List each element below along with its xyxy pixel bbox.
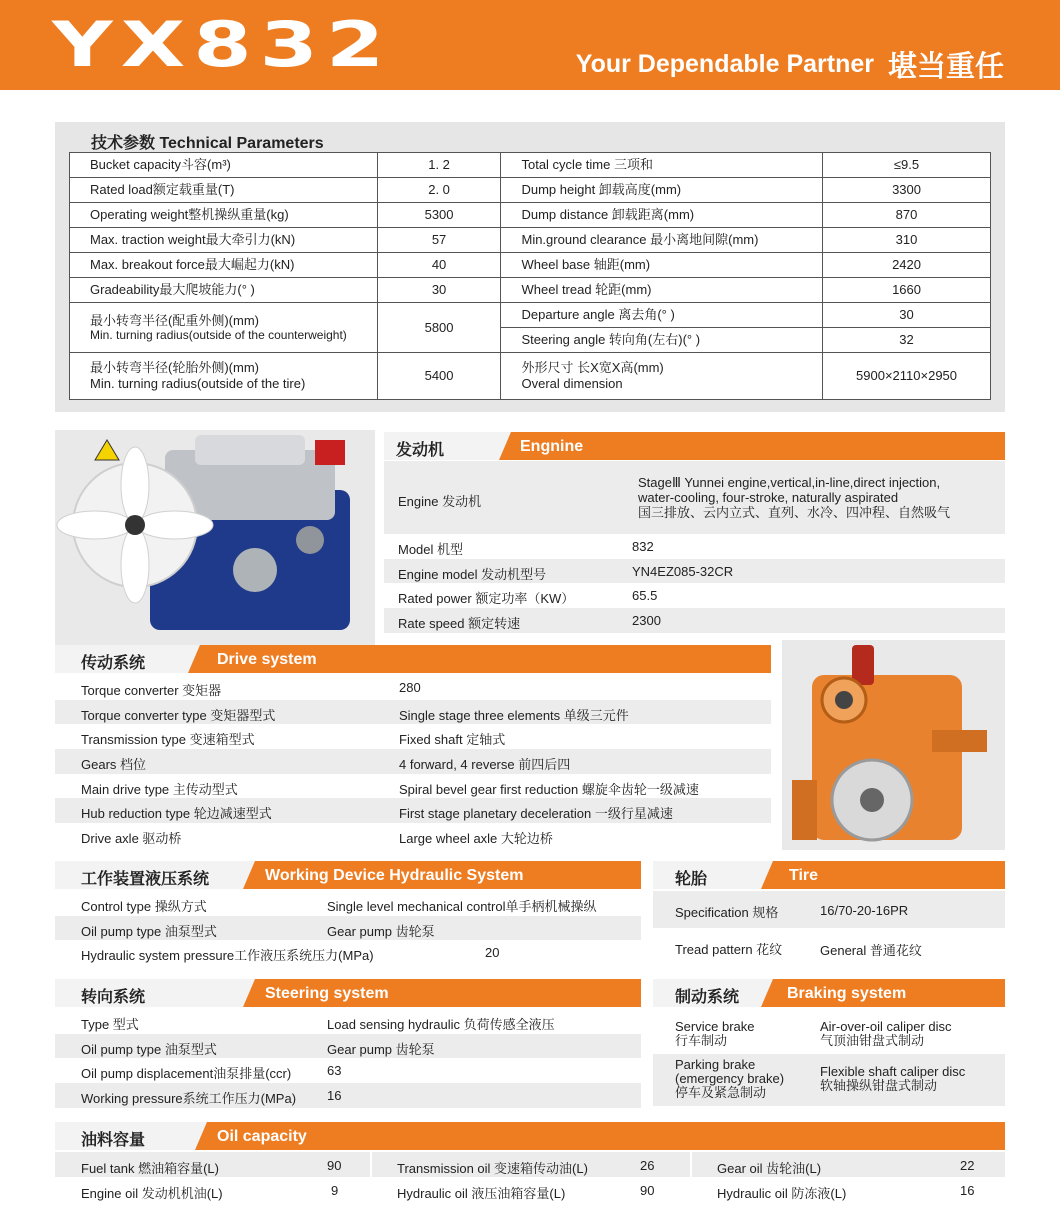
steering-title-cn: 转向系统 bbox=[81, 989, 146, 1006]
params-table bbox=[69, 152, 991, 400]
param-value: 5900×2110×2950 bbox=[823, 353, 991, 400]
param-label: Bucket capacity斗容(m³) bbox=[70, 153, 378, 178]
param-value: ≤9.5 bbox=[823, 153, 991, 178]
spec-value: 9 bbox=[331, 1183, 339, 1198]
list-item bbox=[55, 724, 771, 749]
list-item bbox=[384, 608, 1005, 633]
steering-title-en: Steering system bbox=[265, 985, 389, 1002]
engine-section-header bbox=[384, 432, 1005, 460]
spec-label: Hydraulic oil 防冻液(L) bbox=[717, 1186, 847, 1201]
list-item bbox=[384, 583, 1005, 608]
params-row bbox=[70, 228, 991, 253]
slogan bbox=[576, 44, 1004, 85]
engine-desc-line: water-cooling, four-stroke, naturally aspirated bbox=[638, 490, 899, 505]
oil-divider bbox=[690, 1152, 692, 1202]
oil-row-2 bbox=[55, 1177, 1005, 1202]
engine-desc-line: 国三排放、云内立式、直列、水冷、四冲程、自然吸气 bbox=[638, 505, 951, 520]
param-label: Max. traction weight最大牵引力(kN) bbox=[70, 228, 378, 253]
oil-row-1 bbox=[55, 1152, 1005, 1177]
header-banner bbox=[0, 0, 1060, 90]
gearbox-photo bbox=[782, 640, 1005, 850]
dimension-label-en: Overal dimension bbox=[521, 376, 623, 391]
slogan-cn: 堪当重任 bbox=[887, 51, 1004, 83]
params-row bbox=[70, 153, 991, 178]
spec-value: 832 bbox=[632, 539, 654, 554]
spec-label: Oil pump type 油泵型式 bbox=[81, 1041, 217, 1057]
turn-tire-label-cn: 最小转弯半径(轮胎外侧)(mm) bbox=[90, 360, 259, 376]
spec-value: Load sensing hydraulic 负荷传感全液压 bbox=[327, 1017, 555, 1032]
tire-title-cn: 轮胎 bbox=[675, 871, 708, 888]
spec-value: 26 bbox=[640, 1158, 655, 1173]
engine-title-cn: 发动机 bbox=[396, 442, 445, 459]
spec-label: Fuel tank 燃油箱容量(L) bbox=[81, 1161, 219, 1176]
spec-value: General 普通花纹 bbox=[820, 943, 922, 958]
spec-label: Transmission oil 变速箱传动油(L) bbox=[397, 1161, 588, 1176]
list-item bbox=[653, 891, 1005, 928]
service-brake-label-en: Service brake bbox=[675, 1019, 755, 1034]
params-row bbox=[70, 203, 991, 228]
spec-label: Hydraulic oil 液压油箱容量(L) bbox=[397, 1186, 566, 1201]
spec-label: Gear oil 齿轮油(L) bbox=[717, 1161, 822, 1176]
spec-value: YN4EZ085-32CR bbox=[632, 563, 734, 579]
spec-label: Engine model 发动机型号 bbox=[398, 566, 547, 582]
param-label bbox=[70, 303, 378, 353]
parking-brake-label-en: Parking brake bbox=[675, 1057, 756, 1072]
tire-title-en: Tire bbox=[789, 867, 819, 884]
list-item bbox=[55, 798, 771, 823]
params-row bbox=[70, 303, 991, 328]
param-value: 310 bbox=[823, 228, 991, 253]
list-item bbox=[384, 534, 1005, 559]
spec-value: 63 bbox=[327, 1063, 342, 1079]
engine-title-en: Engnine bbox=[520, 438, 584, 455]
param-value: 5800 bbox=[377, 303, 501, 353]
spec-value: 20 bbox=[485, 945, 500, 961]
spec-value: 90 bbox=[327, 1158, 342, 1173]
param-value: 3300 bbox=[823, 178, 991, 203]
param-label: Dump height 卸载高度(mm) bbox=[501, 178, 823, 203]
service-brake-label-cn: 行车制动 bbox=[675, 1033, 728, 1048]
list-item bbox=[55, 774, 771, 799]
parking-brake-value-en: Flexible shaft caliper disc bbox=[820, 1064, 966, 1079]
param-label: Gradeability最大爬坡能力(° ) bbox=[70, 278, 378, 303]
param-label: Steering angle 转向角(左右)(° ) bbox=[501, 328, 823, 353]
technical-parameters-panel bbox=[55, 122, 1005, 412]
oil-divider bbox=[370, 1152, 372, 1202]
drive-section-header bbox=[55, 645, 771, 673]
steering-spec-list bbox=[55, 1009, 641, 1108]
drive-spec-list bbox=[55, 675, 771, 848]
param-value: 57 bbox=[377, 228, 501, 253]
param-label: Rated load额定载重量(T) bbox=[70, 178, 378, 203]
drive-title-cn: 传动系统 bbox=[81, 655, 146, 672]
oil-title-cn: 油料容量 bbox=[81, 1132, 146, 1149]
param-value: 2420 bbox=[823, 253, 991, 278]
list-item bbox=[55, 1083, 641, 1108]
braking-title-en: Braking system bbox=[787, 985, 907, 1002]
list-item bbox=[55, 823, 771, 848]
spec-label: Gears 档位 bbox=[81, 757, 147, 773]
list-item bbox=[653, 928, 1005, 965]
param-value: 5300 bbox=[377, 203, 501, 228]
gearbox-illustration bbox=[782, 640, 1005, 850]
spec-label: Oil pump type 油泵型式 bbox=[81, 923, 217, 939]
spec-value: Gear pump 齿轮泵 bbox=[327, 923, 435, 939]
spec-value: Large wheel axle 大轮边桥 bbox=[399, 831, 553, 847]
list-item bbox=[653, 1009, 1005, 1054]
dimension-label-cn: 外形尺寸 长X宽X高(mm) bbox=[521, 360, 664, 376]
spec-value: Gear pump 齿轮泵 bbox=[327, 1041, 435, 1057]
spec-value: 2300 bbox=[632, 613, 661, 629]
list-item bbox=[55, 916, 641, 941]
engine-desc-line: StageⅢ Yunnei engine,vertical,in-line,direct injection, bbox=[638, 475, 941, 490]
engine-desc-value bbox=[638, 475, 950, 520]
engine-description-row bbox=[384, 461, 1005, 534]
param-value: 870 bbox=[823, 203, 991, 228]
spec-label bbox=[675, 1020, 754, 1048]
turn-cw-label-cn: 最小转弯半径(配重外侧)(mm) bbox=[90, 312, 259, 328]
parking-brake-label-cn: 停车及紧急制动 bbox=[675, 1085, 767, 1100]
spec-label bbox=[675, 1058, 784, 1100]
turn-tire-label-en: Min. turning radius(outside of the tire) bbox=[90, 376, 306, 391]
param-value: 1660 bbox=[823, 278, 991, 303]
spec-value: 90 bbox=[640, 1183, 655, 1198]
list-item bbox=[55, 675, 771, 700]
parking-brake-label-sub: (emergency brake) bbox=[675, 1071, 785, 1086]
spec-label: Engine oil 发动机机油(L) bbox=[81, 1186, 223, 1201]
drive-title-en: Drive system bbox=[217, 651, 317, 668]
list-item bbox=[653, 1054, 1005, 1106]
spec-value: 22 bbox=[960, 1158, 975, 1173]
param-label: Operating weight整机操纵重量(kg) bbox=[70, 203, 378, 228]
params-row bbox=[70, 278, 991, 303]
spec-value: 16 bbox=[960, 1183, 975, 1198]
list-item bbox=[55, 749, 771, 774]
tire-section-header bbox=[653, 861, 1005, 889]
spec-value: 280 bbox=[399, 680, 421, 695]
braking-section-header bbox=[653, 979, 1005, 1007]
model-logo: YX832 bbox=[52, 8, 393, 81]
param-label: Dump distance 卸载距离(mm) bbox=[501, 203, 823, 228]
spec-label: Control type 操纵方式 bbox=[81, 899, 207, 914]
oil-title-bar bbox=[195, 1122, 1005, 1150]
params-row bbox=[70, 353, 991, 400]
spec-value: 4 forward, 4 reverse 前四后四 bbox=[399, 757, 571, 773]
engine-spec-list bbox=[384, 534, 1005, 633]
spec-value: 16 bbox=[327, 1088, 342, 1104]
slogan-en: Your Dependable Partner bbox=[575, 50, 874, 78]
params-title: 技术参数 Technical Parameters bbox=[91, 135, 324, 152]
spec-label: Type 型式 bbox=[81, 1017, 139, 1032]
service-brake-value-en: Air-over-oil caliper disc bbox=[820, 1019, 952, 1034]
param-label: Departure angle 离去角(° ) bbox=[501, 303, 823, 328]
hydraulic-title-cn: 工作装置液压系统 bbox=[81, 871, 210, 888]
spec-label: Tread pattern 花纹 bbox=[675, 942, 783, 957]
list-item bbox=[55, 940, 641, 965]
hydraulic-title-en: Working Device Hydraulic System bbox=[265, 867, 524, 884]
service-brake-value-cn: 气顶油钳盘式制动 bbox=[820, 1033, 925, 1048]
spec-label: Oil pump displacement油泵排量(ccr) bbox=[81, 1066, 292, 1082]
spec-label: Drive axle 驱动桥 bbox=[81, 831, 182, 847]
engine-illustration bbox=[55, 430, 375, 645]
param-value: 30 bbox=[377, 278, 501, 303]
param-label bbox=[501, 353, 823, 400]
spec-label: Working pressure系统工作压力(MPa) bbox=[81, 1091, 297, 1107]
spec-label: Torque converter 变矩器 bbox=[81, 683, 222, 698]
spec-label: Specification 规格 bbox=[675, 905, 779, 920]
param-value: 30 bbox=[823, 303, 991, 328]
hydraulic-spec-list bbox=[55, 891, 641, 965]
spec-value: First stage planetary deceleration 一级行星减速 bbox=[399, 806, 673, 822]
list-item bbox=[55, 1034, 641, 1059]
spec-value bbox=[820, 1065, 965, 1093]
steering-section-header bbox=[55, 979, 641, 1007]
parking-brake-value-cn: 软轴操纵钳盘式制动 bbox=[820, 1078, 938, 1093]
spec-label: Hydraulic system pressure工作液压系统压力(MPa) bbox=[81, 948, 374, 964]
param-value: 2. 0 bbox=[377, 178, 501, 203]
turn-cw-label-en: Min. turning radius(outside of the counterweight) bbox=[90, 328, 347, 343]
param-label bbox=[70, 353, 378, 400]
param-value: 1. 2 bbox=[377, 153, 501, 178]
list-item bbox=[55, 700, 771, 725]
spec-value: Single stage three elements 单级三元件 bbox=[399, 707, 629, 723]
spec-label: Hub reduction type 轮边减速型式 bbox=[81, 806, 272, 822]
oil-section-header bbox=[55, 1122, 1005, 1150]
spec-value: Fixed shaft 定轴式 bbox=[399, 732, 506, 748]
engine-photo bbox=[55, 430, 375, 645]
spec-label: Transmission type 变速箱型式 bbox=[81, 732, 255, 748]
spec-label: Model 机型 bbox=[398, 542, 464, 557]
braking-title-cn: 制动系统 bbox=[675, 989, 740, 1006]
param-label: Total cycle time 三项和 bbox=[501, 153, 823, 178]
spec-label: Rated power 额定功率（KW） bbox=[398, 591, 575, 607]
spec-value: 16/70-20-16PR bbox=[820, 903, 909, 918]
list-item bbox=[55, 891, 641, 916]
params-row bbox=[70, 253, 991, 278]
param-label: Wheel tread 轮距(mm) bbox=[501, 278, 823, 303]
spec-value bbox=[820, 1020, 951, 1048]
param-label: Min.ground clearance 最小离地间隙(mm) bbox=[501, 228, 823, 253]
param-label: Wheel base 轴距(mm) bbox=[501, 253, 823, 278]
spec-label: Torque converter type 变矩器型式 bbox=[81, 707, 276, 723]
spec-label: Rate speed 额定转速 bbox=[398, 616, 521, 632]
param-label: Max. breakout force最大崛起力(kN) bbox=[70, 253, 378, 278]
param-value: 32 bbox=[823, 328, 991, 353]
hydraulic-section-header bbox=[55, 861, 641, 889]
param-value: 5400 bbox=[377, 353, 501, 400]
oil-title-en: Oil capacity bbox=[217, 1128, 307, 1145]
params-row bbox=[70, 178, 991, 203]
spec-label: Main drive type 主传动型式 bbox=[81, 781, 238, 797]
spec-value: Spiral bevel gear first reduction 螺旋伞齿轮一级减速 bbox=[399, 781, 699, 797]
list-item bbox=[55, 1009, 641, 1034]
spec-value: 65.5 bbox=[632, 588, 658, 604]
spec-value: Single level mechanical control单手柄机械操纵 bbox=[327, 899, 597, 914]
list-item bbox=[55, 1058, 641, 1083]
list-item bbox=[384, 559, 1005, 584]
engine-desc-label: Engine 发动机 bbox=[398, 494, 482, 509]
param-value: 40 bbox=[377, 253, 501, 278]
